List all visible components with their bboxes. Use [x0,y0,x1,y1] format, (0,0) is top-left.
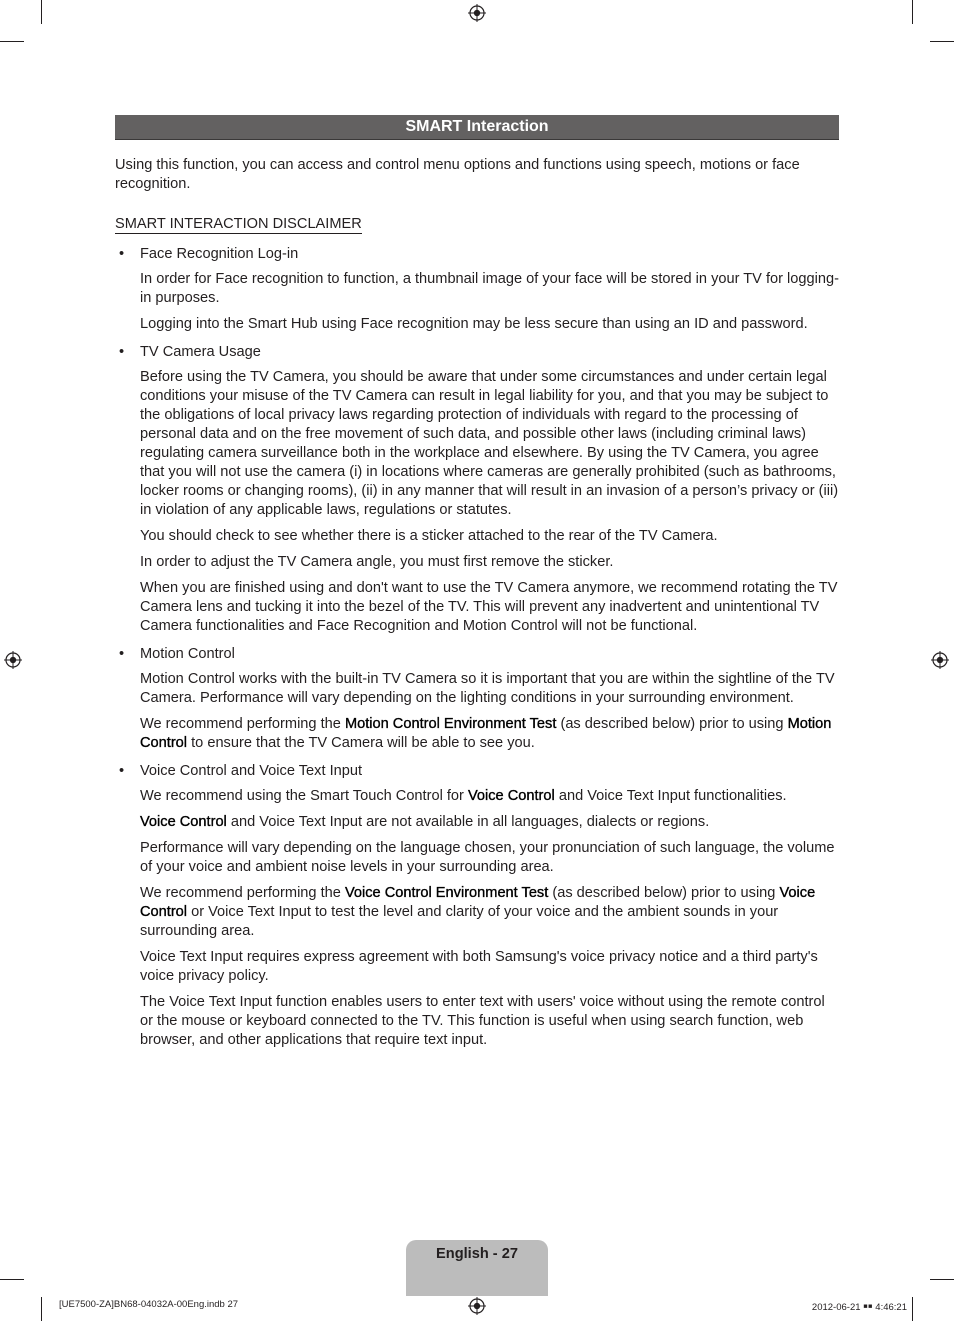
emphasis-text: Voice Control Environment Test [344,885,549,901]
item-paragraph [140,670,841,708]
item-title: TV Camera Usage [140,344,261,360]
item-paragraph [140,839,841,877]
list-item [115,245,841,334]
item-paragraph [140,270,841,308]
emphasis-text: Voice Control [467,788,555,804]
section-title: SMART Interaction [115,115,839,140]
bullet-icon: • [119,763,125,779]
crop-mark [41,0,42,24]
paragraph-text: In order for Face recognition to function, a thumbnail image of your face will be stored in your TV for logging-in purposes. [140,271,839,306]
paragraph-text: The Voice Text Input function enables users to enter text with users' voice without using the remote control or the mouse or keyboard connected to the TV. This function is useful when using search function, web browser, and other applications that require text input. [140,994,825,1048]
item-title: Face Recognition Log-in [140,246,299,262]
page-content [115,156,841,1059]
paragraph-text: Performance will vary depending on the language chosen, your pronunciation of such language, the volume of your voice and ambient noise levels in your surrounding area. [140,840,835,875]
paragraph-text: We recommend using the Smart Touch Control for [140,788,468,804]
paragraph-text: and Voice Text Input are not available in all languages, dialects or regions. [226,814,710,830]
list-item [115,343,841,636]
item-paragraph [140,579,841,636]
disclaimer-heading: SMART INTERACTION DISCLAIMER [115,216,362,232]
item-paragraph [140,368,841,520]
item-paragraph [140,315,841,334]
paragraph-text: In order to adjust the TV Camera angle, you must first remove the sticker. [140,554,614,570]
paragraph-text: to ensure that the TV Camera will be able to see you. [187,735,535,751]
paragraph-text: and Voice Text Input functionalities. [554,788,787,804]
file-slug: [UE7500-ZA]BN68-04032A-00Eng.indb 27 [59,1299,239,1310]
registration-mark-icon [468,1297,486,1315]
crop-mark [912,0,913,24]
item-paragraph [140,884,841,941]
paragraph-text: Before using the TV Camera, you should be aware that under some circumstances and under certain legal conditions your misuse of the TV Camera can result in legal liability for you, and that you may be subject to the obligations of local privacy laws regarding protection of individuals with regard to the processing of personal data and on the free movement of such data, and possible other laws (including criminal laws) regulating camera surveillance both in the workplace and elsewhere. By using the TV Camera, you agree that you will not use the camera (i) in locations where cameras are generally prohibited (such as bathrooms, locker rooms or changing rooms), (ii) in any manner that will result in an invasion of a person’s privacy or (iii) in violation of any applicable laws, regulations or statutes. [140,369,839,518]
paragraph-text: We recommend performing the [140,716,345,732]
bullet-icon: • [119,246,125,262]
crop-mark [912,1297,913,1321]
crop-mark [0,1279,24,1280]
emphasis-text: Voice Control [140,885,816,920]
page-number: English - 27 [436,1246,518,1262]
item-paragraph [140,813,841,832]
paragraph-text: (as described below) prior to using [548,885,780,901]
registration-mark-icon [4,651,22,669]
paragraph-text: We recommend performing the [140,885,345,901]
disclaimer-list [115,245,841,1050]
paragraph-text: When you are finished using and don't want to use the TV Camera anymore, we recommend rotating the TV Camera lens and tucking it into the bezel of the TV. This will prevent any inadvertent and unintentional TV Camera functionalities and Face Recognition and Motion Control will not be functional. [140,580,838,634]
crop-mark [0,41,24,42]
item-paragraph [140,993,841,1050]
crop-mark [41,1297,42,1321]
paragraph-text: or Voice Text Input to test the level and clarity of your voice and the ambient sounds in your surrounding area. [140,904,779,939]
emphasis-text: Motion Control Environment Test [344,716,557,732]
item-paragraph [140,527,841,546]
paragraph-text: Motion Control works with the built-in TV Camera so it is important that you are within the sightline of the TV Camera. Performance will vary depending on the lighting conditions in your surrounding environment. [140,671,835,706]
paragraph-text: You should check to see whether there is a sticker attached to the rear of the TV Camera. [140,528,718,544]
emphasis-text: Voice Control [140,814,227,830]
item-paragraph [140,787,841,806]
registration-mark-icon [931,651,949,669]
emphasis-text: Motion Control [140,716,832,751]
item-title: Motion Control [140,646,235,662]
paragraph-text: Logging into the Smart Hub using Face recognition may be less secure than using an ID and password. [140,316,808,332]
list-item [115,762,841,1050]
registration-mark-icon [468,4,486,22]
paragraph-text: (as described below) prior to using [556,716,788,732]
crop-mark [930,1279,954,1280]
item-paragraph [140,715,841,753]
list-item [115,645,841,753]
bullet-icon: • [119,344,125,360]
item-paragraph [140,948,841,986]
paragraph-text: Voice Text Input requires express agreement with both Samsung's voice privacy notice and a third party's voice privacy policy. [140,949,818,984]
item-paragraph [140,553,841,572]
crop-mark [930,41,954,42]
item-title: Voice Control and Voice Text Input [140,763,363,779]
print-timestamp: 2012-06-21 ￭￭ 4:46:21 [811,1302,907,1313]
bullet-icon: • [119,646,125,662]
intro-paragraph: Using this function, you can access and control menu options and functions using speech, motions or face recognition. [115,157,800,192]
